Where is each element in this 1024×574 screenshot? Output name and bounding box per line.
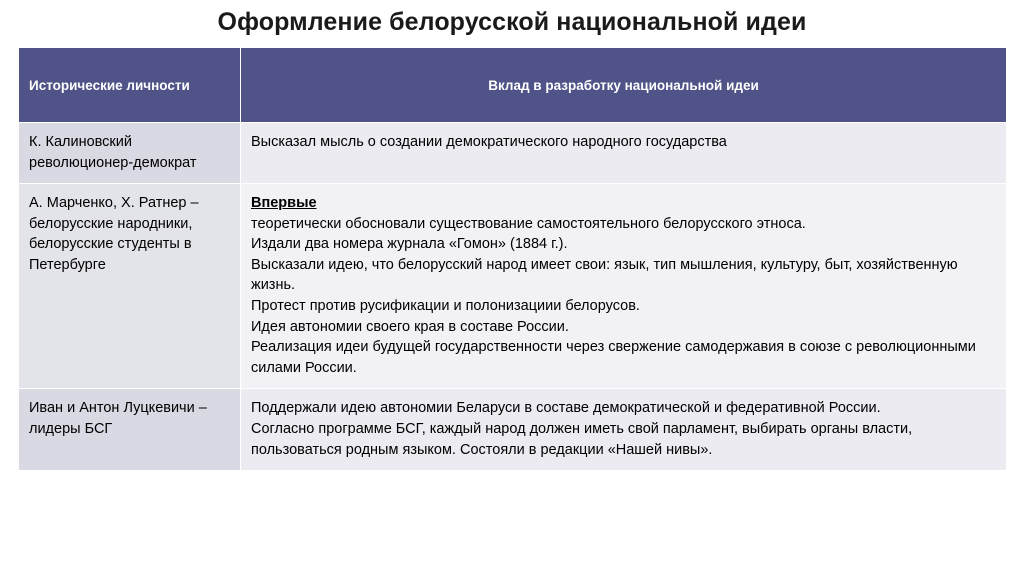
contribution-lead: Впервые <box>251 195 317 212</box>
person-cell: Иван и Антон Луцкевичи – лидеры БСГ <box>19 389 241 471</box>
person-cell: К. Калиновский революционер-демократ <box>19 123 241 184</box>
contribution-line: Высказали идею, что белорусский народ имеет свои: язык, тип мышления, культуру, быт, хозяйственную жизнь. <box>251 256 958 294</box>
column-header-persons: Исторические личности <box>19 48 241 123</box>
column-header-contribution: Вклад в разработку национальной идеи <box>241 48 1007 123</box>
contribution-line: Высказал мысль о создании демократического народного государства <box>251 134 727 150</box>
contribution-line: Реализация идеи будущей государственности через свержение самодержавия в союзе с революционными силами России. <box>251 339 976 376</box>
table-row <box>19 389 1007 471</box>
table-body <box>19 123 1007 471</box>
page-title: Оформление белорусской национальной идеи <box>217 8 807 36</box>
contribution-line: Издали два номера журнала «Гомон» (1884 г.). <box>251 236 568 253</box>
table-container <box>18 47 1006 471</box>
person-cell: А. Марченко, Х. Ратнер – белорусские народники, белорусские студенты в Петербурге <box>19 184 241 389</box>
table-row <box>19 123 1007 184</box>
national-idea-table <box>18 47 1007 471</box>
table-header <box>19 48 1007 123</box>
contribution-line: Протест против русификации и полонизациии белорусов. <box>251 298 640 315</box>
table-header-row <box>19 48 1007 123</box>
table-row <box>19 184 1007 389</box>
contribution-line: Согласно программе БСГ, каждый народ должен иметь свой парламент, выбирать органы власти, пользоваться родным языком. Состояли в редакции «Нашей нивы». <box>251 420 913 458</box>
contribution-line: теоретически обосновали существование самостоятельного белорусского этноса. <box>251 215 806 232</box>
contribution-cell <box>241 123 1007 184</box>
contribution-line: Идея автономии своего края в составе России. <box>251 318 569 335</box>
contribution-line: Поддержали идею автономии Беларуси в составе демократической и федеративной России. <box>251 400 881 417</box>
contribution-cell <box>241 389 1007 471</box>
contribution-cell <box>241 184 1007 389</box>
